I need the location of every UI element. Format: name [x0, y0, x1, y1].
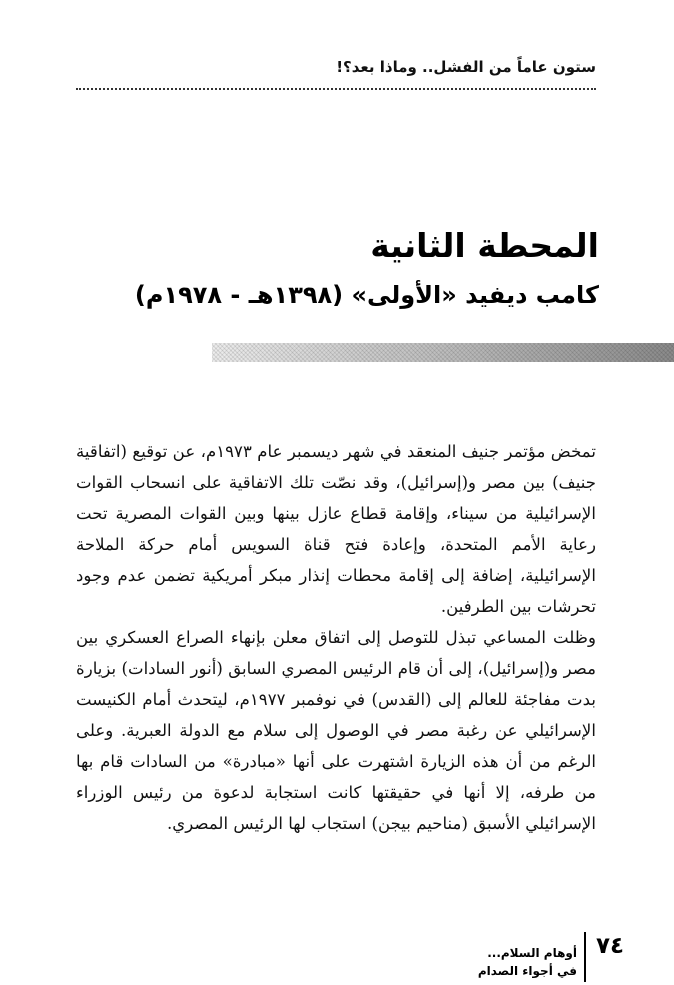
- body-text: [76, 436, 596, 839]
- header-dotted-rule: [76, 88, 596, 90]
- running-header: ستون عاماً من الفشل.. وماذا بعد؟!: [336, 58, 596, 76]
- paragraph: تمخض مؤتمر جنيف المنعقد في شهر ديسمبر عام ١٩٧٣م، عن توقيع (اتفاقية جنيف) بين مصر و(إسرائيل)، وقد نصّت تلك الاتفاقية على انسحاب القوات الإسرائيلية من سيناء، وإقامة قطاع عازل بينها وبين القوات المصرية تحت رعاية الأمم المتحدة، وإعادة فتح قناة السويس أمام حركة الملاحة الإسرائيلية، إضافة إلى إقامة محطات إنذار مبكر أمريكية تضمن عدم وجود تحرشات بين الطرفين.: [76, 442, 596, 616]
- footer-book-title-line1: أوهام السلام...: [487, 946, 577, 960]
- footer-divider: [584, 932, 586, 982]
- decorative-divider-band: [212, 343, 674, 362]
- paragraph: وظلت المساعي تبذل للتوصل إلى اتفاق معلن بإنهاء الصراع العسكري بين مصر و(إسرائيل)، إلى أن قام الرئيس المصري السابق (أنور السادات) بزيارة بدت مفاجئة للعالم إلى (القدس) في نوفمبر ١٩٧٧م، ليتحدث أمام الكنيست الإسرائيلي عن رغبة مصر في الوصول إلى سلام مع الدولة العبرية. وعلى الرغم من أن هذه الزيارة اشتهرت على أنها «مبادرة» من السادات قام بها من طرفه، إلا أنها في حقيقتها كانت استجابة لدعوة من رئيس الوزراء الإسرائيلي الأسبق (مناحيم بيجن) استجاب لها الرئيس المصري.: [76, 628, 597, 833]
- chapter-subtitle: كامب ديفيد «الأولى» (١٣٩٨هـ - ١٩٧٨م): [134, 281, 599, 309]
- footer-book-title-line2: في أجواء الصدام: [477, 964, 577, 978]
- footer-book-title: [478, 944, 577, 980]
- chapter-title: المحطة الثانية: [370, 226, 599, 265]
- page-number: ٧٤: [596, 933, 625, 959]
